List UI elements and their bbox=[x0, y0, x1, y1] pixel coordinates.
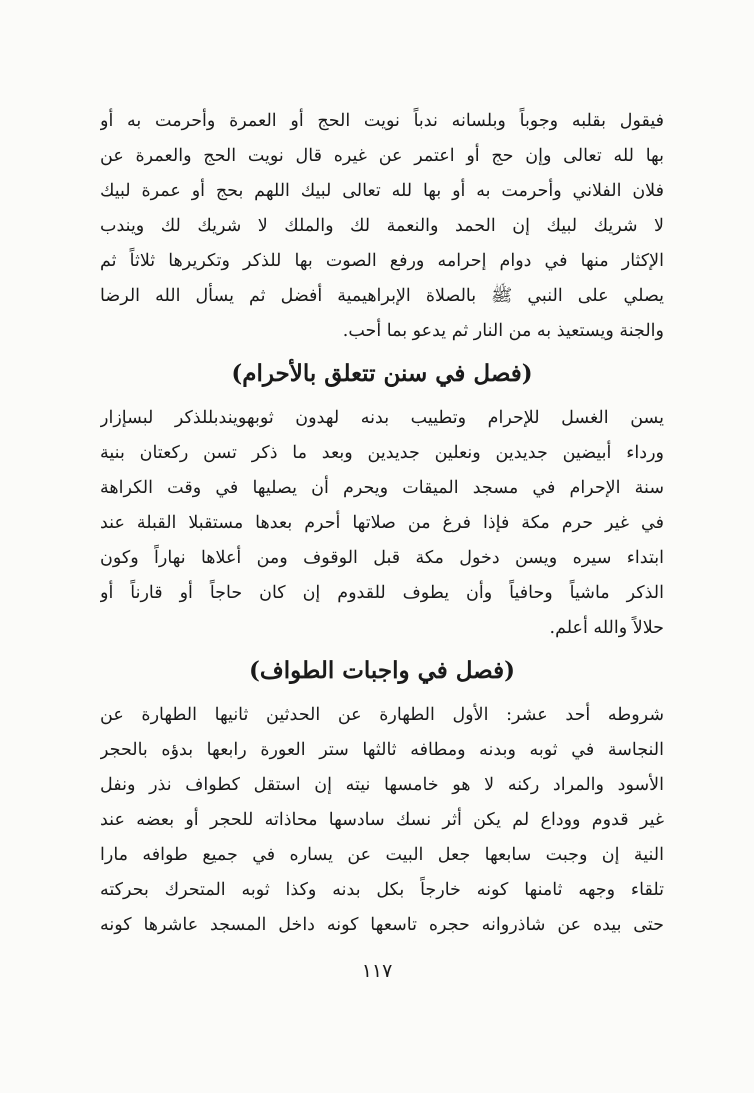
text-line: فيقول بقلبه وجوباً وبلسانه ندباً نويت الحج أو العمرة وأحرمت به أو bbox=[100, 111, 664, 131]
text-line: يسن الغسل للإحرام وتطييب بدنه لهدون ثوبهويندبللذكر لبسإزار bbox=[100, 408, 664, 428]
text-line: غير قدوم ووداع لم يكن أثر نسك سادسها محاذاته للحجر أو بعضه عند bbox=[100, 810, 664, 830]
text-line: ورداء أبيضين جديدين ونعلين جديدين وبعد ما ذكر تسن ركعتان بنية bbox=[100, 443, 664, 463]
text-line: سنة الإحرام في مسجد الميقات ويحرم أن يصليها في وقت الكراهة bbox=[100, 478, 664, 498]
text-line: ابتداء سيره ويسن دخول مكة قبل الوقوف ومن أعلاها نهاراً وكون bbox=[100, 548, 664, 568]
text-line: شروطه أحد عشر: الأول الطهارة عن الحدثين ثانيها الطهارة عن bbox=[100, 705, 664, 725]
text-line: الإكثار منها في دوام إحرامه ورفع الصوت بها للذكر وتكريرها ثلاثاً ثم bbox=[100, 251, 664, 271]
text-line: الذكر ماشياً وحافياً وأن يطوف للقدوم إن كان حاجاً أو قارناً أو bbox=[100, 583, 664, 603]
text-line: الأسود والمراد ركنه لا هو خامسها نيته إن استقل كطواف نذر ونفل bbox=[100, 775, 664, 795]
paragraph-ihram-talbiyah bbox=[100, 104, 664, 349]
page-body bbox=[100, 104, 664, 943]
paragraph-ihram-sunnahs bbox=[100, 401, 664, 646]
text-line: في غير حرم مكة فإذا فرغ من صلاتها أحرم بعدها مستقبلا القبلة عند bbox=[100, 513, 664, 533]
text-line: والجنة ويستعيذ به من النار ثم يدعو بما أحب. bbox=[342, 321, 664, 341]
section-heading-ihram-sunnahs: (فصل في سنن تتعلق بالأحرام) bbox=[231, 360, 533, 387]
text-line: فلان الفلاني وأحرمت به أو بها لله تعالى لبيك اللهم بحج أو عمرة لبيك bbox=[100, 181, 664, 201]
text-line: تلقاء وجهه ثامنها كونه خارجاً بكل بدنه وكذا ثوبه المتحرك بحركته bbox=[100, 880, 664, 900]
text-line: حلالاً والله أعلم. bbox=[549, 618, 664, 638]
text-line: بها لله تعالى وإن حج أو اعتمر عن غيره قال نويت الحج والعمرة عن bbox=[100, 146, 664, 166]
text-line: النجاسة في ثوبه وبدنه ومطافه ثالثها ستر العورة رابعها بدؤه بالحجر bbox=[100, 740, 664, 760]
text-line: يصلي على النبي ﷺ بالصلاة الإبراهيمية أفضل ثم يسأل الله الرضا bbox=[100, 286, 664, 306]
page-number: ١١٧ bbox=[361, 960, 393, 982]
text-line: لا شريك لبيك إن الحمد والنعمة لك والملك لا شريك لك ويندب bbox=[100, 216, 664, 236]
section-heading-tawaf-obligations: (فصل في واجبات الطواف) bbox=[248, 657, 515, 684]
text-line: حتى بيده عن شاذروانه حجره تاسعها كونه داخل المسجد عاشرها كونه bbox=[100, 915, 664, 935]
paragraph-tawaf-conditions bbox=[100, 698, 664, 943]
text-line: النية إن وجبت سابعها جعل البيت عن يساره في جميع طوافه مارا bbox=[100, 845, 664, 865]
